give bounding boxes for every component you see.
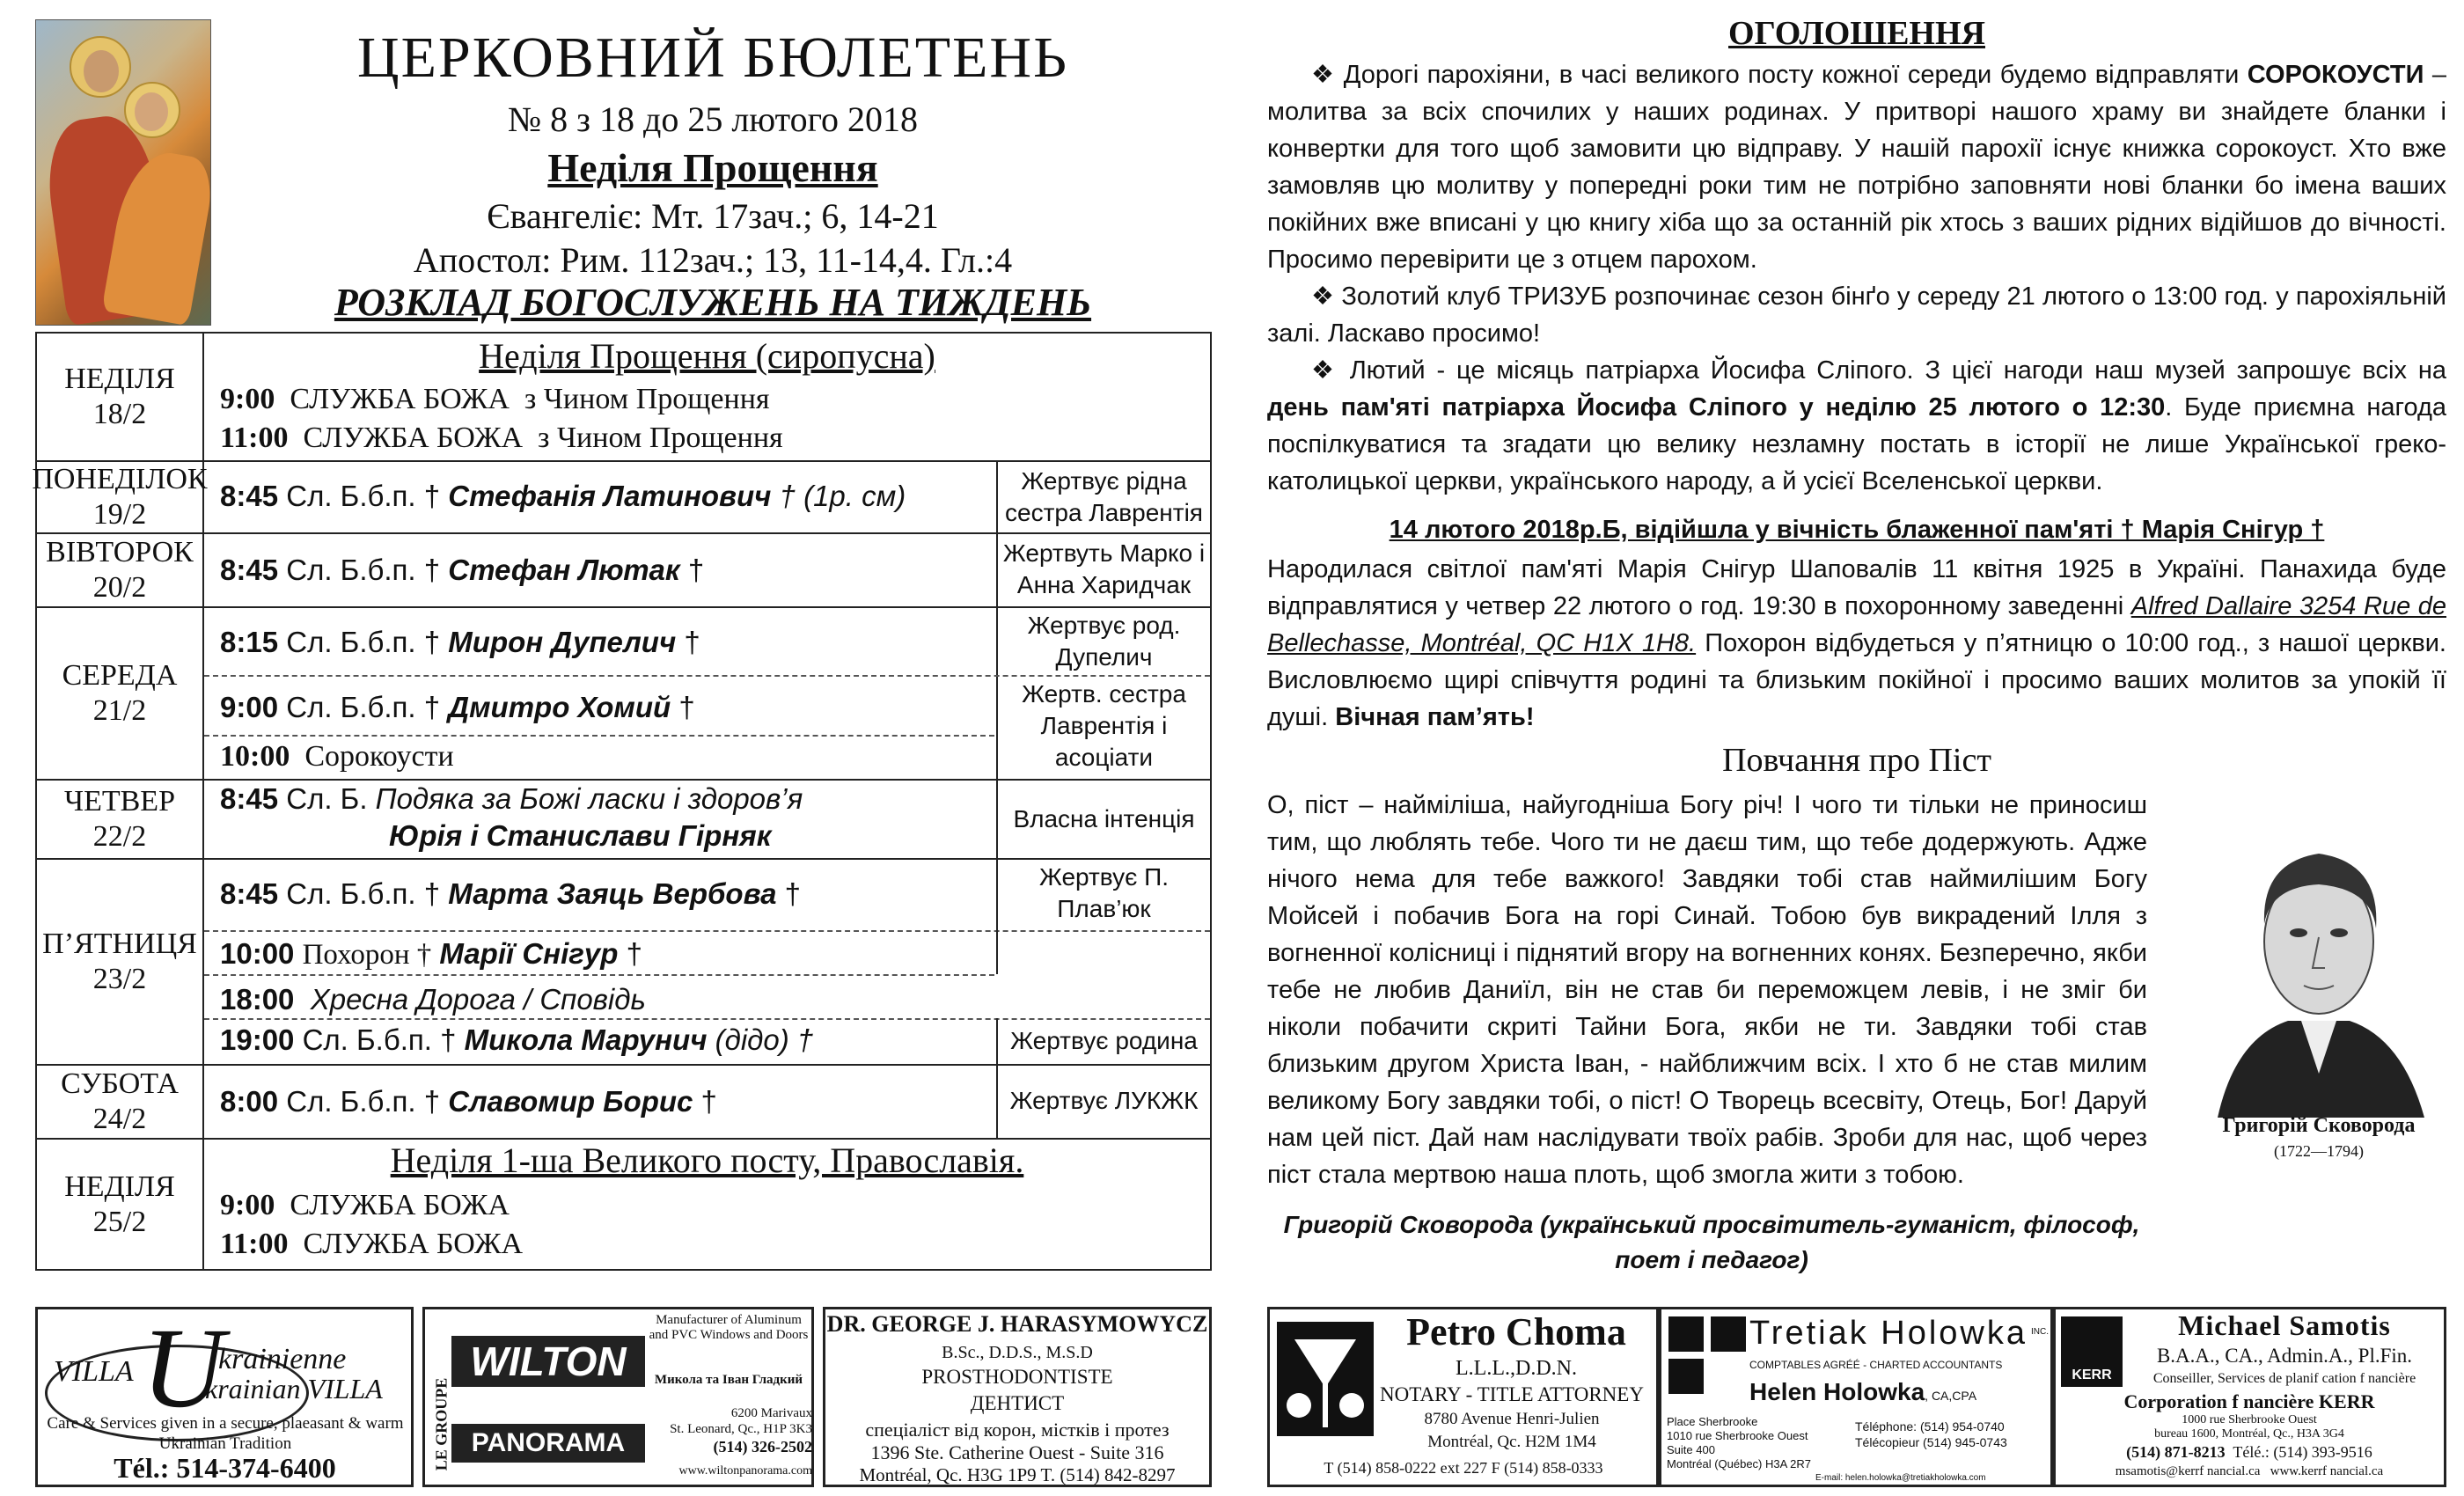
donor-cell: [996, 930, 1210, 974]
ad-villa: VILLA U krainienne krainian VILLA Care & Services given in a secure, plaeasant & warm Ukrainian Tradition Tél.: 514-374-6400: [35, 1307, 414, 1487]
row-divider: [204, 735, 994, 737]
service-line: 9:00 СЛУЖБА БОЖА: [220, 1189, 510, 1221]
th-logo-icon: [1668, 1316, 1748, 1396]
service-line: Юрія і Станислави Гірняк: [389, 819, 772, 852]
service-line: 8:45 Сл. Б.б.п. † Марта Заяць Вербова †: [220, 877, 801, 910]
announcement-slipyj: ❖ Лютий - це місяць патріарха Йосифа Сліпого. З цієї нагоди наш музей запрошує всіх на день пам'яті патріарха Йосифа Сліпого у неділю 25 лютого о 12:30. Буде приємна нагода поспілкуватися та згадати цю велику незламну постать в історії не лише Української греко-католицької церкви, українського народу, а й усієї Вселенської церкви.: [1267, 356, 2446, 495]
day-cell: ВІВТОРОК 20/2: [37, 534, 204, 606]
portrait-years: (1722—1794): [2274, 1142, 2364, 1160]
announcement-bingo: ❖ Золотий клуб ТРИЗУБ розпочинає сезон бінґо у середу 21 лютого о 13:00 год. у парохіяльній залі. Ласкаво просимо!: [1267, 282, 2446, 348]
kerr-logo-icon: KERR: [2061, 1316, 2123, 1387]
service-line: 18:00 Хресна Дорога / Сповідь: [220, 983, 646, 1016]
schedule-row: [37, 608, 1210, 781]
donor-cell: Власна інтенція: [996, 781, 1210, 858]
schedule-row: [37, 334, 1210, 462]
obituary-text: Народилася світлої пам'яті Марія Снігур Шаповалів 11 квітня 1925 в Україні. Панахида буде відправлятися у четвер 22 лютого о год. 19:30 в похоронному заведенні Alfred Dallaire 3254 Rue de Bellechasse, Montréal, QC H1X 1H8. Похорон відбудеться у п’ятницю о 10:00 год., з нашої церкви. Висловлюємо щирі співчуття родині та близьким покійної і просимо ваших молитов за упокій її душі. Вічная пам’ять!: [1267, 555, 2447, 731]
icon-image: [35, 19, 211, 326]
feast-heading: Неділя Прощення (сиропусна): [479, 336, 935, 376]
donor-cell: Жертвує П. Плав’юк: [996, 860, 1210, 930]
service-line: 8:15 Сл. Б.б.п. † Мирон Дупелич †: [220, 626, 700, 658]
th-address: Place Sherbrooke 1010 rue Sherbrooke Ouest Suite 400 Montréal (Québec) H3A 2R7: [1667, 1415, 1812, 1470]
apostle-line: Апостол: Рим. 112зач.; 13, 11-14,4. Гл.:4: [413, 240, 1013, 280]
ad-choma: Petro Choma L.L.L.,D.D.N. NOTARY - TITLE ATTORNEY 8780 Avenue Henri-Julien Montréal, Qc. H2M 1M4 T (514) 858-0222 ext 227 F (514) 858-0333: [1267, 1307, 1659, 1487]
feast-heading: Неділя 1-ша Великого посту, Православія.: [390, 1140, 1024, 1180]
lent-title: Повчання про Піст: [1722, 742, 1991, 779]
th-partner: Helen Holowka, CA,CPA: [1749, 1378, 1977, 1405]
service-line: 8:45 Сл. Б.б.п. † Стефанія Латинович † (1р. см): [220, 480, 906, 512]
service-line: 19:00 Сл. Б.б.п. † Микола Марунич (дідо) †: [220, 1023, 814, 1056]
donor-cell: Жертвує родина: [996, 1018, 1210, 1064]
schedule-row: [37, 1066, 1210, 1140]
service-line: 9:00 СЛУЖБА БОЖА з Чином Прощення: [220, 383, 770, 415]
service-line: 8:45 Сл. Б.б.п. † Стефан Лютак †: [220, 554, 705, 586]
ad-wilton: LE GROUPE WILTON PANORAMA Manufacturer of Aluminum and PVC Windows and Doors Микола та Іван Гладкий 6200 Marivaux St. Leonard, Qc., H1P 3K3 (514) 326-2502 www.wiltonpanorama.com: [422, 1307, 814, 1487]
service-line: 8:45 Сл. Б. Подяка за Божі ласки і здоров’я: [220, 782, 803, 815]
schedule-row: [37, 860, 1210, 1066]
row-divider: [204, 974, 994, 976]
gospel-line: Євангеліє: Мт. 17зач.; 6, 14-21: [487, 196, 939, 236]
donor-cell: Жертв. сестра Лаврентія і асоціати: [996, 677, 1210, 779]
sunday-name: Неділя Прощення: [547, 145, 878, 190]
schedule-title: РОЗКЛАД БОГОСЛУЖЕНЬ НА ТИЖДЕНЬ: [334, 281, 1092, 324]
day-cell: СУБОТА 24/2: [37, 1066, 204, 1138]
service-line: 11:00 СЛУЖБА БОЖА: [220, 1228, 524, 1260]
service-line: 10:00 Сорокоусти: [220, 740, 454, 773]
schedule-row: [37, 1140, 1210, 1269]
donor-cell: Жертвуть Марко і Анна Харидчак: [996, 534, 1210, 606]
announcements-title: ОГОЛОШЕННЯ: [1728, 15, 1985, 52]
scales-icon: [1277, 1322, 1374, 1436]
service-line: 10:00 Похорон † Марії Снігур †: [220, 937, 642, 971]
service-line: 9:00 Сл. Б.б.п. † Дмитро Хомий †: [220, 691, 695, 723]
announcement-sorokousty: ❖ Дорогі парохіяни, в часі великого посту кожної середи будемо відправляти СОРОКОУСТИ – молитва за всіх спочилих у наших родинах. У притворі нашого храму ви знайдете бланки і конвертки для того щоб замовити цю відправу. У нашій парохії існує книжка сорокоуст. Хто вже замовляв цю молитву у попередні роки тим не потрібно заповняти нові бланки бо імена ваших покійних вже вписані у цю книгу хіба що за останній рік хтось з ваших рідних відійшов до вічності. Просимо перевірити це з отцем парохом.: [1267, 61, 2446, 274]
donor-cell: Жертвує ЛУКЖК: [996, 1066, 1210, 1138]
day-cell: СЕРЕДА 21/2: [37, 608, 204, 779]
schedule-row: [32, 462, 1210, 534]
portrait-caption: Григорій Сковорода: [2222, 1114, 2416, 1137]
day-cell: ПОНЕДІЛОК 19/2: [32, 463, 208, 531]
ad-tretiak-holowka: Tretiak Holowka INC. COMPTABLES AGRÉÉ - CHARTED ACCOUNTANTS Helen Holowka, CA,CPA Place Sherbrooke 1010 rue Sherbrooke Ouest Suite 400 Montréal (Québec) H3A 2R7 Téléphone: (514) 954-0740 Télécopieur (514) 945-0743 E-mail: helen.holowka@tretiakholowka.com: [1659, 1307, 2053, 1487]
obituary-title: 14 лютого 2018р.Б, відійшла у вічність блаженної пам'яті † Марія Снігур †: [1389, 516, 2325, 544]
day-cell: НЕДІЛЯ 25/2: [37, 1140, 204, 1269]
ad-dentist: DR. GEORGE J. HARASYMOWYCZ B.Sc., D.D.S., M.S.D PROSTHODONTISTE ДЕНТИСТ спеціаліст від корон, містків і протез 1396 Ste. Catherine Ouest - Suite 316 Montréal, Qc. H3G 1P9 T. (514) 842-8297: [823, 1307, 1212, 1487]
schedule-table: [32, 332, 1212, 1271]
service-line: 11:00 СЛУЖБА БОЖА з Чином Прощення: [220, 422, 783, 454]
schedule-row: [37, 534, 1210, 608]
ad-kerr: KERR Michael Samotis B.A.A., CA., Admin.A., Pl.Fin. Conseiller, Services de planif cation f nancière Corporation f nancière KERR 1000 rue Sherbrooke Ouest bureau 1600, Montréal, Qc., H3A 3G4 (514) 871-8213 Télé.: (514) 393-9516 msamotis@kerrf nancial.ca www.kerrf nancial.ca: [2053, 1307, 2446, 1487]
service-line: 8:00 Сл. Б.б.п. † Славомир Борис †: [220, 1085, 717, 1118]
day-cell: П’ЯТНИЦЯ 23/2: [37, 860, 204, 1064]
day-cell: ЧЕТВЕР 22/2: [37, 781, 204, 858]
lent-author: Григорій Сковорода (український просвітитель-гуманіст, філософ, поет і педагог): [1283, 1211, 2140, 1273]
lent-teaching: О, піст – найміліша, найугодніша Богу річ! І чого ти тільки не приносиш тим, що люблять тебе. Чого ти не даєш тим, що тебе додержують. Адже нічого нема для тебе важкого! Завдяки тобі став наймилішим Богу Мойсей і побачив Бога на горі Синай. Тобою був викрадений Ілля з вогненної колісниці і піднятий вгору на вогненних конях. Безперечно, якби тебе не любив Даниїл, він не став би переможцем левів, і не зміг би ніколи побачити скриті Тайни Бога, якби не ти. Завдяки тобі став близьким другом Христа Іван, - найближчим всіх. І хто б не став милим великому Богу завдяки тобі, о піст! О Творець всесвіту, Отець, Бог! Даруй нам цей піст. Дай нам наслідувати твоїх рабів. Зроби для нас, щоб через піст стала мертвою наша плоть, щоб змогла жити з тобою.: [1267, 791, 2147, 1189]
donor-cell: Жертвує рідна сестра Лаврентія: [996, 462, 1210, 532]
skovoroda-portrait: [2200, 783, 2438, 1170]
donor-cell: Жертвує род. Дупелич: [996, 608, 1210, 675]
day-cell: НЕДІЛЯ 18/2: [37, 334, 204, 460]
issue-line: № 8 з 18 до 25 лютого 2018: [508, 99, 918, 139]
schedule-row: [37, 781, 1210, 860]
th-phones: Téléphone: (514) 954-0740 Télécopieur (514) 945-0743: [1855, 1419, 2007, 1449]
bulletin-title: ЦЕРКОВНИЙ БЮЛЕТЕНЬ: [357, 26, 1068, 90]
